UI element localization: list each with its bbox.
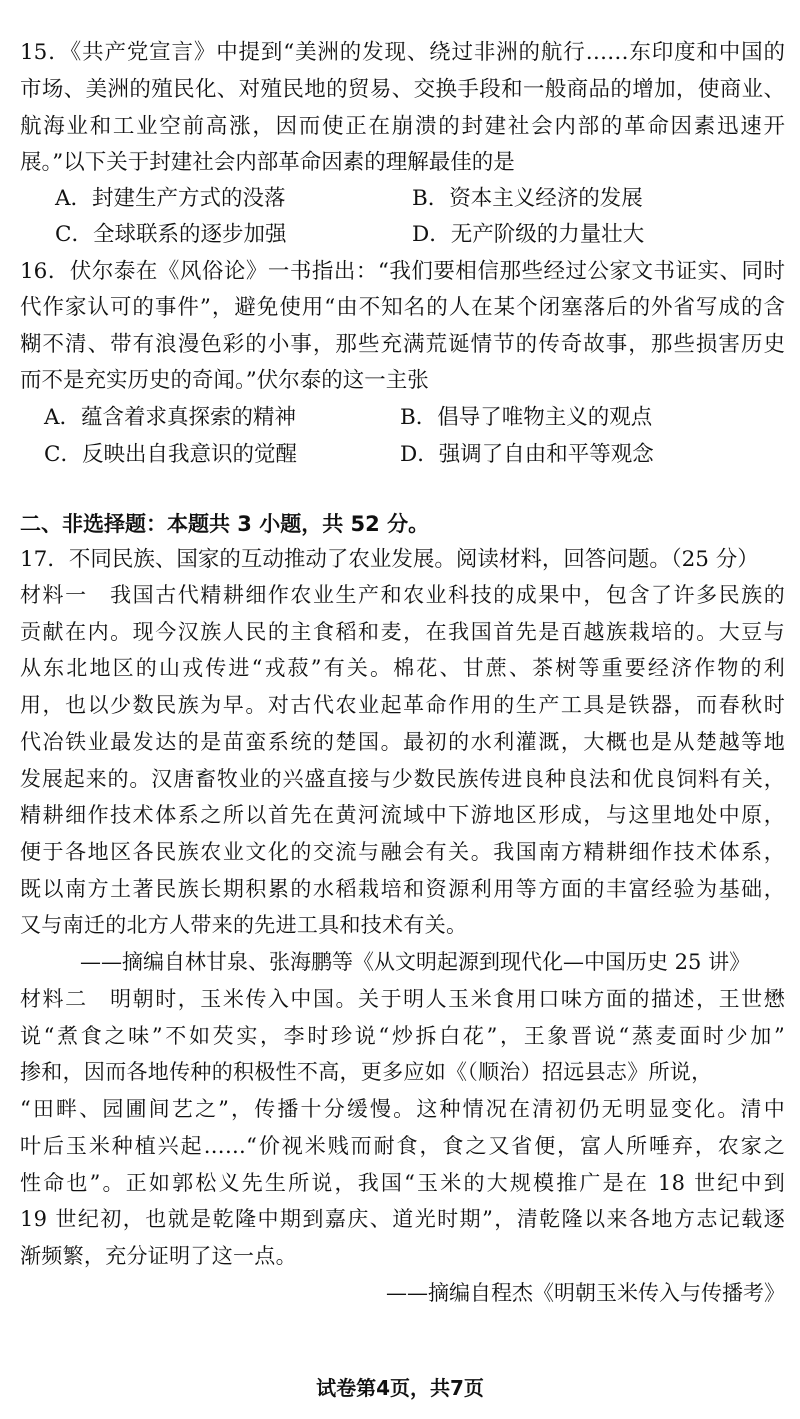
page-footer: 试卷第4页，共7页	[316, 1376, 484, 1400]
q16-line-2: 代作家认可的事件”，避免使用“由不知名的人在某个闭塞落后的外省写成的含	[20, 295, 785, 320]
q16-option-d: D．强调了自由和平等观念	[400, 442, 654, 467]
material2-line-8: 渐频繁，充分证明了这一点。	[20, 1244, 297, 1268]
q15-line-2: 市场、美洲的殖民化、对殖民地的贸易、交换手段和一般商品的增加，使商业、	[20, 77, 785, 102]
material2-line-6: 性命也”。正如郭松义先生所说，我国“玉米的大规模推广是在 18 世纪中到	[20, 1171, 785, 1195]
material1-line-6: 发展起来的。汉唐畜牧业的兴盛直接与少数民族传进良种良法和优良饲料有关，	[20, 767, 785, 791]
material1-source: ——摘编自林甘泉、张海鹏等《从文明起源到现代化—中国历史 25 讲》	[80, 950, 751, 974]
section-heading: 二、非选择题：本题共 3 小题，共 52 分。	[20, 512, 430, 536]
material1-line-1: 材料一 我国古代精耕细作农业生产和农业科技的成果中，包含了许多民族的	[20, 583, 785, 607]
q15-line-4: 展。”以下关于封建社会内部革命因素的理解最佳的是	[20, 150, 515, 175]
material1-line-3: 从东北地区的山戎传进“戎菽”有关。棉花、甘蔗、茶树等重要经济作物的利	[20, 656, 785, 680]
material2-line-4: “田畔、园圃间艺之”，传播十分缓慢。这种情况在清初仍无明显变化。清中	[20, 1097, 785, 1121]
q16-option-c: C．反映出自我意识的觉醒	[44, 442, 297, 467]
q15-option-a: A．封建生产方式的没落	[55, 186, 286, 211]
material1-line-4: 用，也以少数民族为早。对古代农业起革命作用的生产工具是铁器，而春秋时	[20, 693, 785, 717]
material1-line-5: 代冶铁业最发达的是苗蛮系统的楚国。最初的水利灌溉，大概也是从楚越等地	[20, 730, 785, 754]
material1-line-7: 精耕细作技术体系之所以首先在黄河流域中下游地区形成，与这里地处中原，	[20, 803, 785, 827]
q16-line-4: 而不是充实历史的奇闻。”伏尔泰的这一主张	[20, 368, 429, 393]
material2-line-7: 19 世纪初，也就是乾隆中期到嘉庆、道光时期”，清乾隆以来各地方志记载逐	[20, 1207, 785, 1231]
material2-line-3: 掺和，因而各地传种的积极性不高，更多应如《（顺治）招远县志》所说，	[20, 1060, 713, 1084]
material2-line-1: 材料二 明朝时，玉米传入中国。关于明人玉米食用口味方面的描述，王世懋	[20, 987, 785, 1011]
material1-line-9: 既以南方土著民族长期积累的水稻栽培和资源利用等方面的丰富经验为基础，	[20, 877, 785, 901]
q15-line-1: 15．《共产党宣言》中提到“美洲的发现、绕过非洲的航行……东印度和中国的	[20, 40, 785, 65]
q16-option-a: A．蕴含着求真探索的精神	[44, 405, 297, 430]
material2-line-2: 说“煮食之味”不如芡实，李时珍说“炒拆白花”，王象晋说“蒸麦面时少加”	[20, 1024, 785, 1048]
material2-source: ——摘编自程杰《明朝玉米传入与传播考》	[386, 1281, 785, 1305]
q16-option-b: B．倡导了唯物主义的观点	[400, 405, 653, 430]
q16-line-1: 16．伏尔泰在《风俗论》一书指出：“我们要相信那些经过公家文书证实、同时	[20, 259, 785, 284]
q15-option-c: C．全球联系的逐步加强	[55, 222, 287, 247]
q15-option-b: B．资本主义经济的发展	[412, 186, 643, 211]
material1-line-10: 又与南迁的北方人带来的先进工具和技术有关。	[20, 913, 468, 937]
material1-line-8: 便于各地区各民族农业文化的交流与融会有关。我国南方精耕细作技术体系，	[20, 840, 785, 864]
material2-line-5: 叶后玉米种植兴起……“价视米贱而耐食，食之又省便，富人所唾弃，农家之	[20, 1134, 785, 1158]
q15-option-d: D．无产阶级的力量壮大	[412, 222, 645, 247]
q15-line-3: 航海业和工业空前高涨，因而使正在崩溃的封建社会内部的革命因素迅速开	[20, 114, 785, 139]
material1-line-2: 贡献在内。现今汉族人民的主食稻和麦，在我国首先是百越族栽培的。大豆与	[20, 620, 785, 644]
q17-intro: 17．不同民族、国家的互动推动了农业发展。阅读材料，回答问题。（25 分）	[20, 547, 759, 572]
q16-line-3: 糊不清、带有浪漫色彩的小事，那些充满荒诞情节的传奇故事，那些损害历史	[20, 332, 785, 357]
